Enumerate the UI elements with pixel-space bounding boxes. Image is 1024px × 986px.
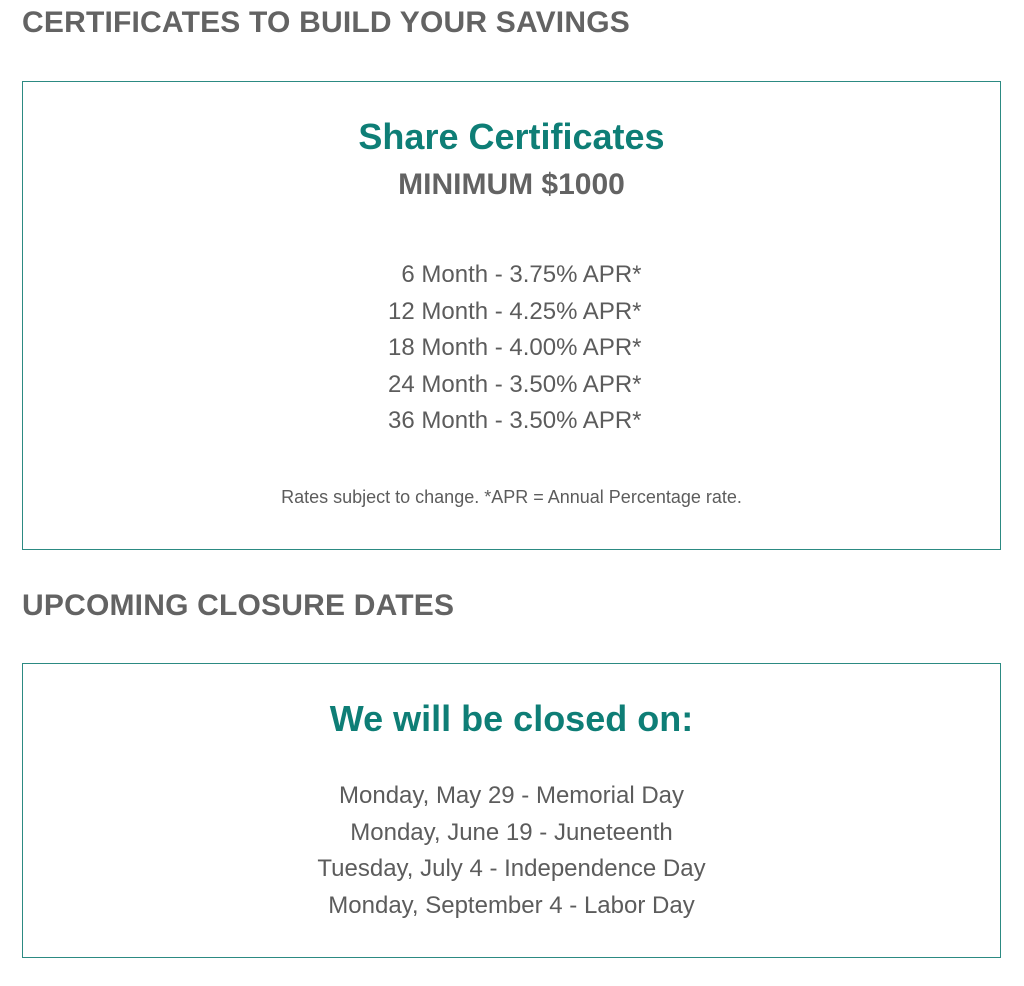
closure-date-item: Monday, September 4 - Labor Day bbox=[328, 891, 695, 919]
minimum-deposit-label: MINIMUM $1000 bbox=[398, 168, 625, 201]
rate-item-36-month: 36 Month - 3.50% APR* bbox=[388, 407, 642, 434]
closure-dates-panel bbox=[22, 663, 1001, 958]
rate-item-24-month: 24 Month - 3.50% APR* bbox=[388, 370, 642, 398]
closure-dates-section-heading: UPCOMING CLOSURE DATES bbox=[22, 589, 455, 622]
rate-item-18-month: 18 Month - 4.00% APR* bbox=[388, 334, 642, 361]
certificate-rates-list bbox=[23, 257, 1000, 440]
rates-disclaimer: Rates subject to change. *APR = Annual Percentage rate. bbox=[281, 487, 742, 507]
closure-date-item: Monday, May 29 - Memorial Day bbox=[339, 782, 684, 809]
closure-date-item: Monday, June 19 - Juneteenth bbox=[350, 818, 673, 846]
rate-item-6-month: 6 Month - 3.75% APR* bbox=[401, 261, 642, 288]
rate-item-12-month: 12 Month - 4.25% APR* bbox=[388, 297, 642, 325]
share-certificates-panel bbox=[22, 81, 1001, 550]
certificates-section-heading: CERTIFICATES TO BUILD YOUR SAVINGS bbox=[22, 6, 630, 39]
closure-dates-title: We will be closed on: bbox=[329, 698, 694, 739]
closure-dates-list bbox=[23, 778, 1000, 924]
closure-date-item: Tuesday, July 4 - Independence Day bbox=[317, 855, 706, 882]
share-certificates-title: Share Certificates bbox=[358, 116, 665, 157]
